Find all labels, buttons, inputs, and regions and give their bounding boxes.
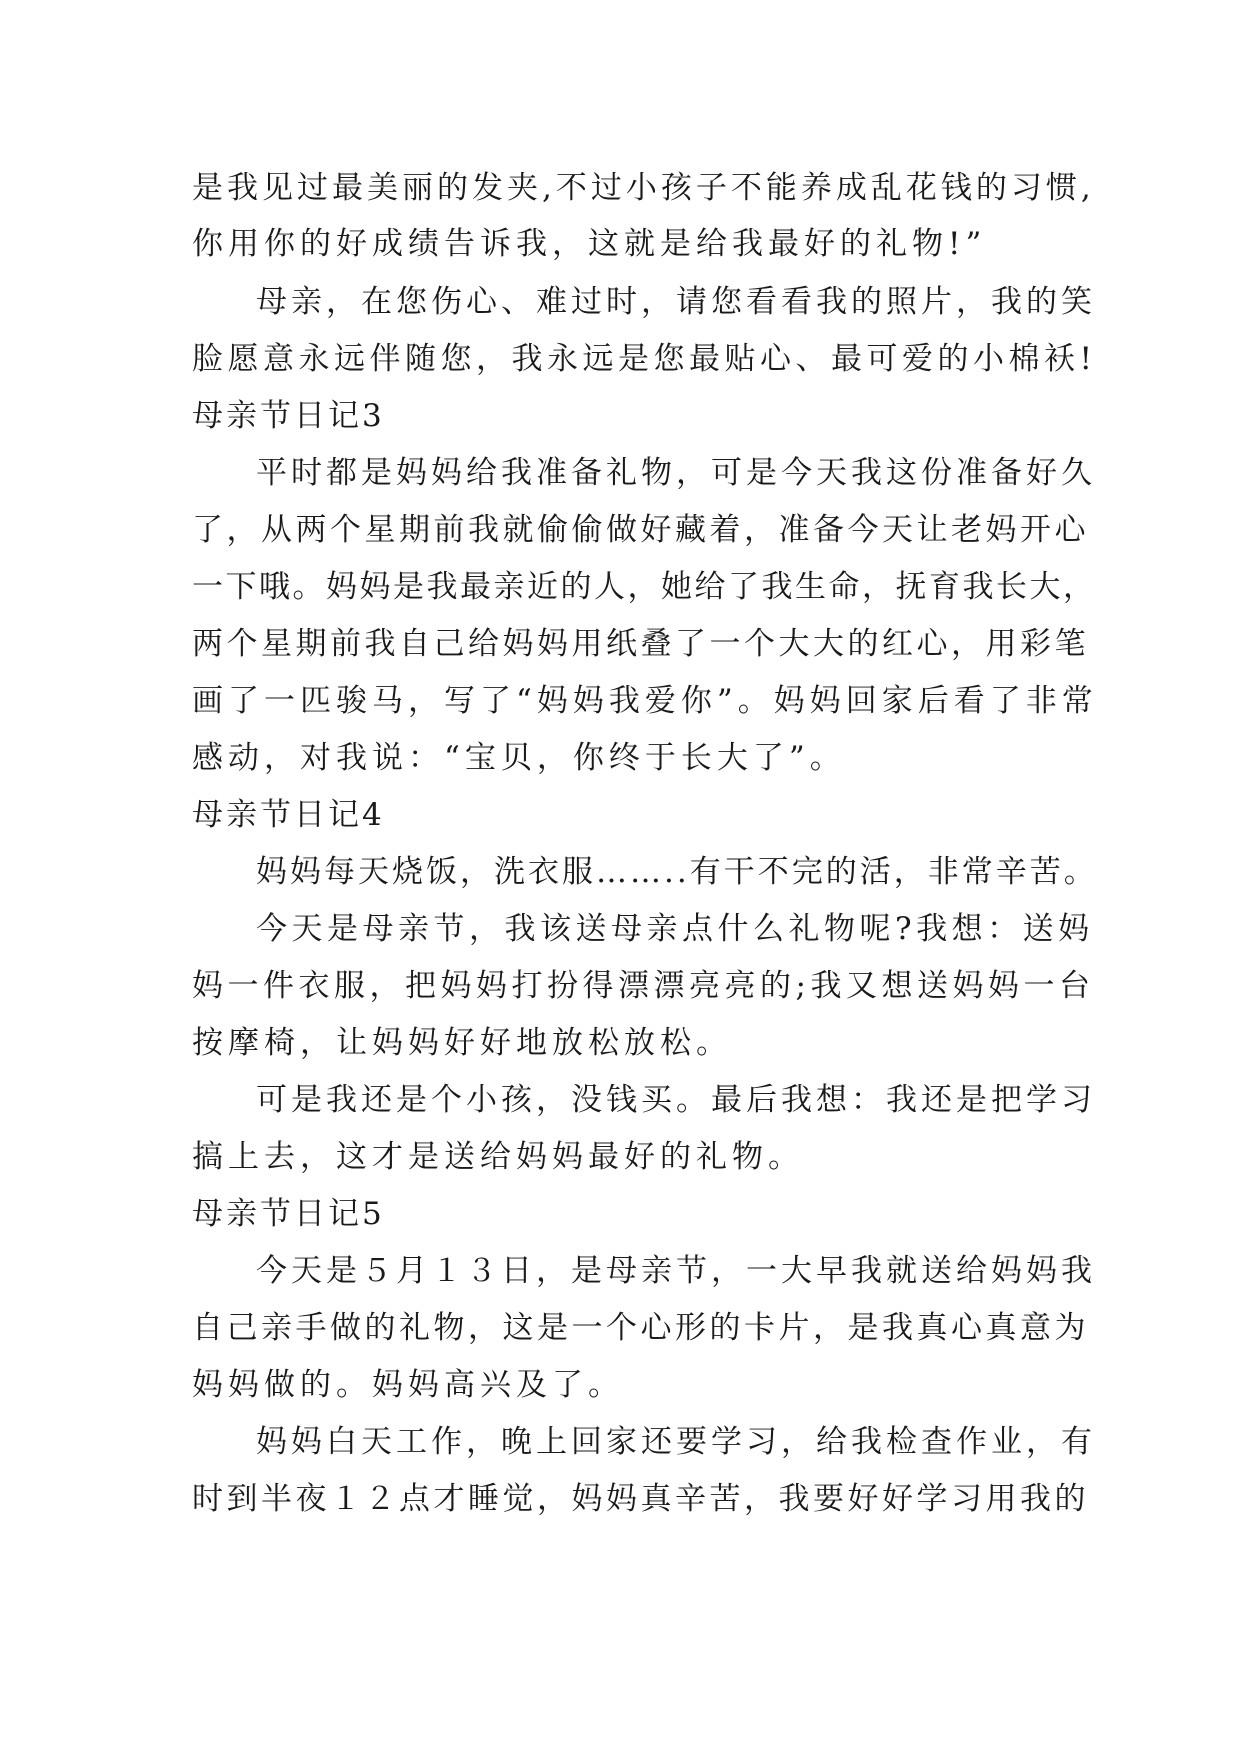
text-line: 脸愿意永远伴随您，我永远是您最贴心、最可爱的小棉袄! <box>192 341 1097 377</box>
text-line: 平时都是妈妈给我准备礼物，可是今天我这份准备好久 <box>256 455 1096 491</box>
section-heading: 母亲节日记4 <box>192 797 385 833</box>
text-line: 感动，对我说：“宝贝，你终于长大了”。 <box>192 740 846 776</box>
text-line: 妈妈白天工作，晚上回家还要学习，给我检查作业，有 <box>256 1424 1096 1460</box>
text-line: 自己亲手做的礼物，这是一个心形的卡片，是我真心真意为 <box>192 1310 1089 1346</box>
text-line: 画了一匹骏马，写了“妈妈我爱你”。妈妈回家后看了非常 <box>192 683 1098 719</box>
text-line: 一下哦。妈妈是我最亲近的人，她给了我生命，抚育我长大， <box>192 569 1097 605</box>
text-line: 搞上去，这才是送给妈妈最好的礼物。 <box>192 1139 804 1175</box>
text-line: 了，从两个星期前我就偷偷做好藏着，准备今天让老妈开心 <box>192 512 1089 548</box>
section-heading: 母亲节日记5 <box>192 1196 385 1232</box>
text-line: 今天是母亲节，我该送母亲点什么礼物呢?我想：送妈 <box>256 911 1094 947</box>
text-line: 两个星期前我自己给妈妈用纸叠了一个大大的红心，用彩笔 <box>192 626 1089 662</box>
text-line: 今天是５月１３日，是母亲节，一大早我就送给妈妈我 <box>256 1253 1096 1289</box>
section-heading: 母亲节日记3 <box>192 398 385 434</box>
text-line: 妈一件衣服，把妈妈打扮得漂漂亮亮的;我又想送妈妈一台 <box>192 968 1095 1004</box>
text-line: 母亲，在您伤心、难过时，请您看看我的照片，我的笑 <box>256 284 1096 320</box>
text-line: 按摩椅，让妈妈好好地放松放松。 <box>192 1025 732 1061</box>
text-line: 你用你的好成绩告诉我，这就是给我最好的礼物!” <box>192 226 987 262</box>
text-line: 可是我还是个小孩，没钱买。最后我想：我还是把学习 <box>256 1082 1096 1118</box>
text-line: 是我见过最美丽的发夹,不过小孩子不能养成乱花钱的习惯, <box>192 170 1095 206</box>
text-line: 时到半夜１２点才睡觉，妈妈真辛苦，我要好好学习用我的 <box>192 1481 1089 1517</box>
text-line: 妈妈每天烧饭，洗衣服……..有干不完的活，非常辛苦。 <box>256 854 1098 890</box>
text-line: 妈妈做的。妈妈高兴及了。 <box>192 1367 624 1403</box>
